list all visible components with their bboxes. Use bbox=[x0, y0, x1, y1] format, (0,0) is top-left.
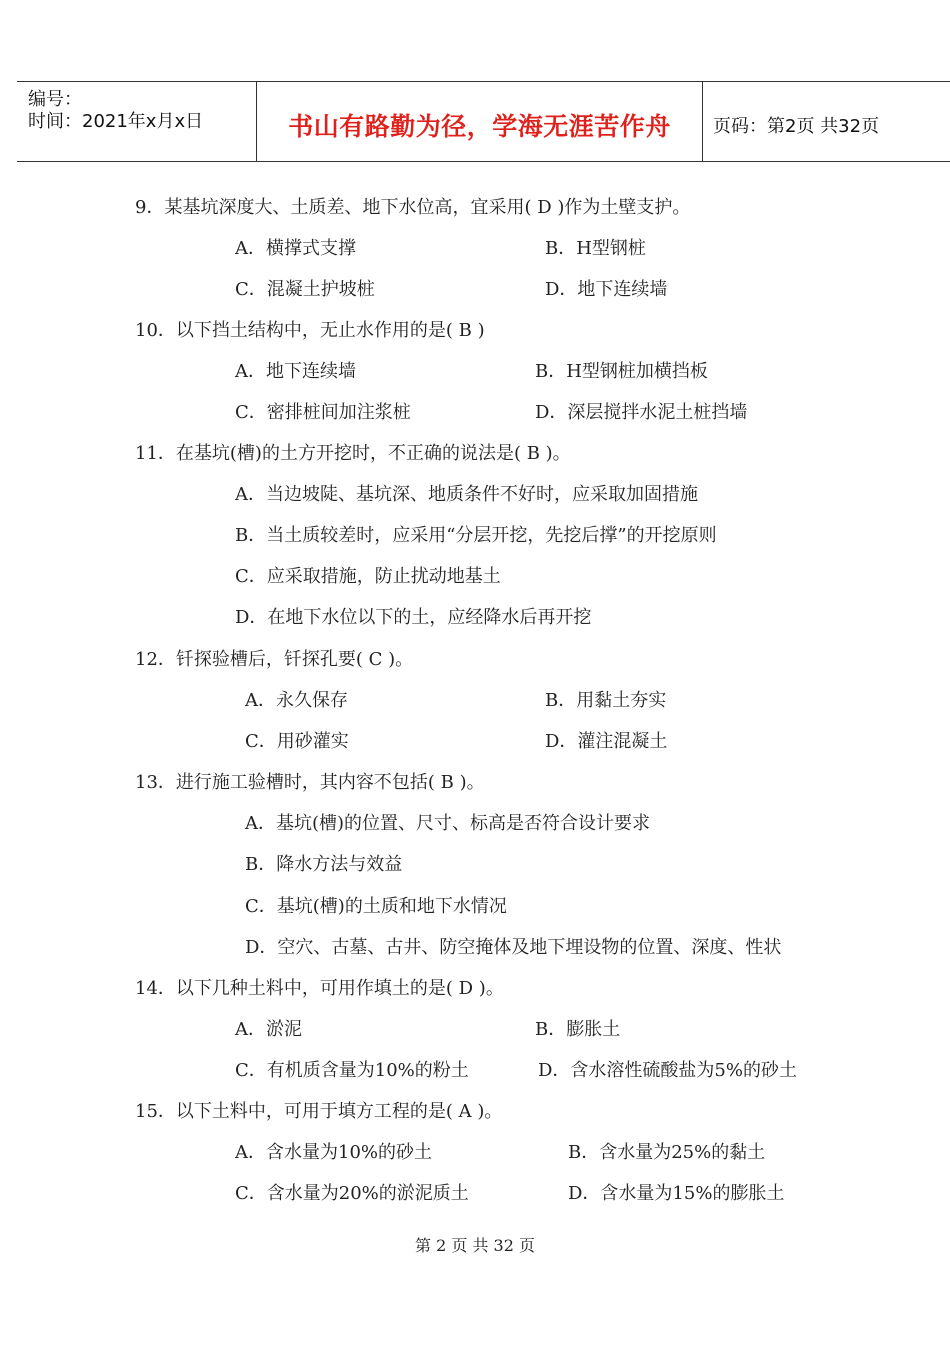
option: C．基坑(槽)的土质和地下水情况 bbox=[245, 896, 507, 917]
option: C．密排桩间加注浆桩 bbox=[235, 402, 411, 423]
option: A．含水量为10%的砂土 bbox=[235, 1142, 433, 1163]
question-stem: 10．以下挡土结构中，无止水作用的是( B ) bbox=[135, 320, 485, 341]
option: D．空穴、古墓、古井、防空掩体及地下埋设物的位置、深度、性状 bbox=[245, 937, 782, 958]
option: A．基坑(槽)的位置、尺寸、标高是否符合设计要求 bbox=[245, 813, 651, 834]
option: B．当土质较差时，应采用“分层开挖，先挖后撑”的开挖原则 bbox=[235, 525, 717, 546]
option: D．深层搅拌水泥土桩挡墙 bbox=[535, 402, 748, 423]
option: A．横撑式支撑 bbox=[235, 238, 356, 259]
number-label: 编号： bbox=[28, 89, 82, 110]
option: C．混凝土护坡桩 bbox=[235, 279, 375, 300]
header-motto-cell bbox=[257, 82, 703, 161]
option: D．地下连续墙 bbox=[545, 279, 668, 300]
option: A．淤泥 bbox=[235, 1019, 302, 1040]
question-stem: 11．在基坑(槽)的土方开挖时，不正确的说法是( B )。 bbox=[135, 443, 571, 464]
question-stem: 13．进行施工验槽时，其内容不包括( B )。 bbox=[135, 772, 485, 793]
option: D．含水溶性硫酸盐为5%的砂土 bbox=[538, 1060, 797, 1081]
option: B．H型钢桩 bbox=[545, 238, 646, 259]
header-meta bbox=[17, 82, 257, 161]
question-stem: 9．某基坑深度大、土质差、地下水位高，宜采用( D )作为土壁支护。 bbox=[135, 197, 691, 218]
time-label: 时间：2021年x月x日 bbox=[28, 111, 204, 132]
option: B．膨胀土 bbox=[535, 1019, 621, 1040]
option: B．含水量为25%的黏土 bbox=[568, 1142, 766, 1163]
option: D．含水量为15%的膨胀土 bbox=[568, 1183, 785, 1204]
document-header bbox=[17, 81, 950, 162]
option: B．用黏土夯实 bbox=[545, 690, 667, 711]
motto: 书山有路勤为径，学海无涯苦作舟 bbox=[288, 112, 671, 141]
question-stem: 15．以下土料中，可用于填方工程的是( A )。 bbox=[135, 1101, 503, 1122]
option: C．应采取措施，防止扰动地基土 bbox=[235, 566, 501, 587]
option: A．永久保存 bbox=[245, 690, 348, 711]
question-stem: 14．以下几种土料中，可用作填土的是( D )。 bbox=[135, 978, 504, 999]
page-info: 页码：第2页 共32页 bbox=[713, 116, 880, 137]
option: D．灌注混凝土 bbox=[545, 731, 668, 752]
option: A．地下连续墙 bbox=[235, 361, 356, 382]
option: C．用砂灌实 bbox=[245, 731, 349, 752]
option: C．有机质含量为10%的粉土 bbox=[235, 1060, 469, 1081]
option: D．在地下水位以下的土，应经降水后再开挖 bbox=[235, 607, 592, 628]
page-footer: 第 2 页 共 32 页 bbox=[415, 1236, 535, 1255]
option: B．H型钢桩加横挡板 bbox=[535, 361, 708, 382]
option: A．当边坡陡、基坑深、地质条件不好时，应采取加固措施 bbox=[235, 484, 698, 505]
question-stem: 12．钎探验槽后，钎探孔要( C )。 bbox=[135, 649, 414, 670]
option: B．降水方法与效益 bbox=[245, 854, 403, 875]
option: C．含水量为20%的淤泥质土 bbox=[235, 1183, 469, 1204]
header-page-cell bbox=[703, 82, 950, 161]
